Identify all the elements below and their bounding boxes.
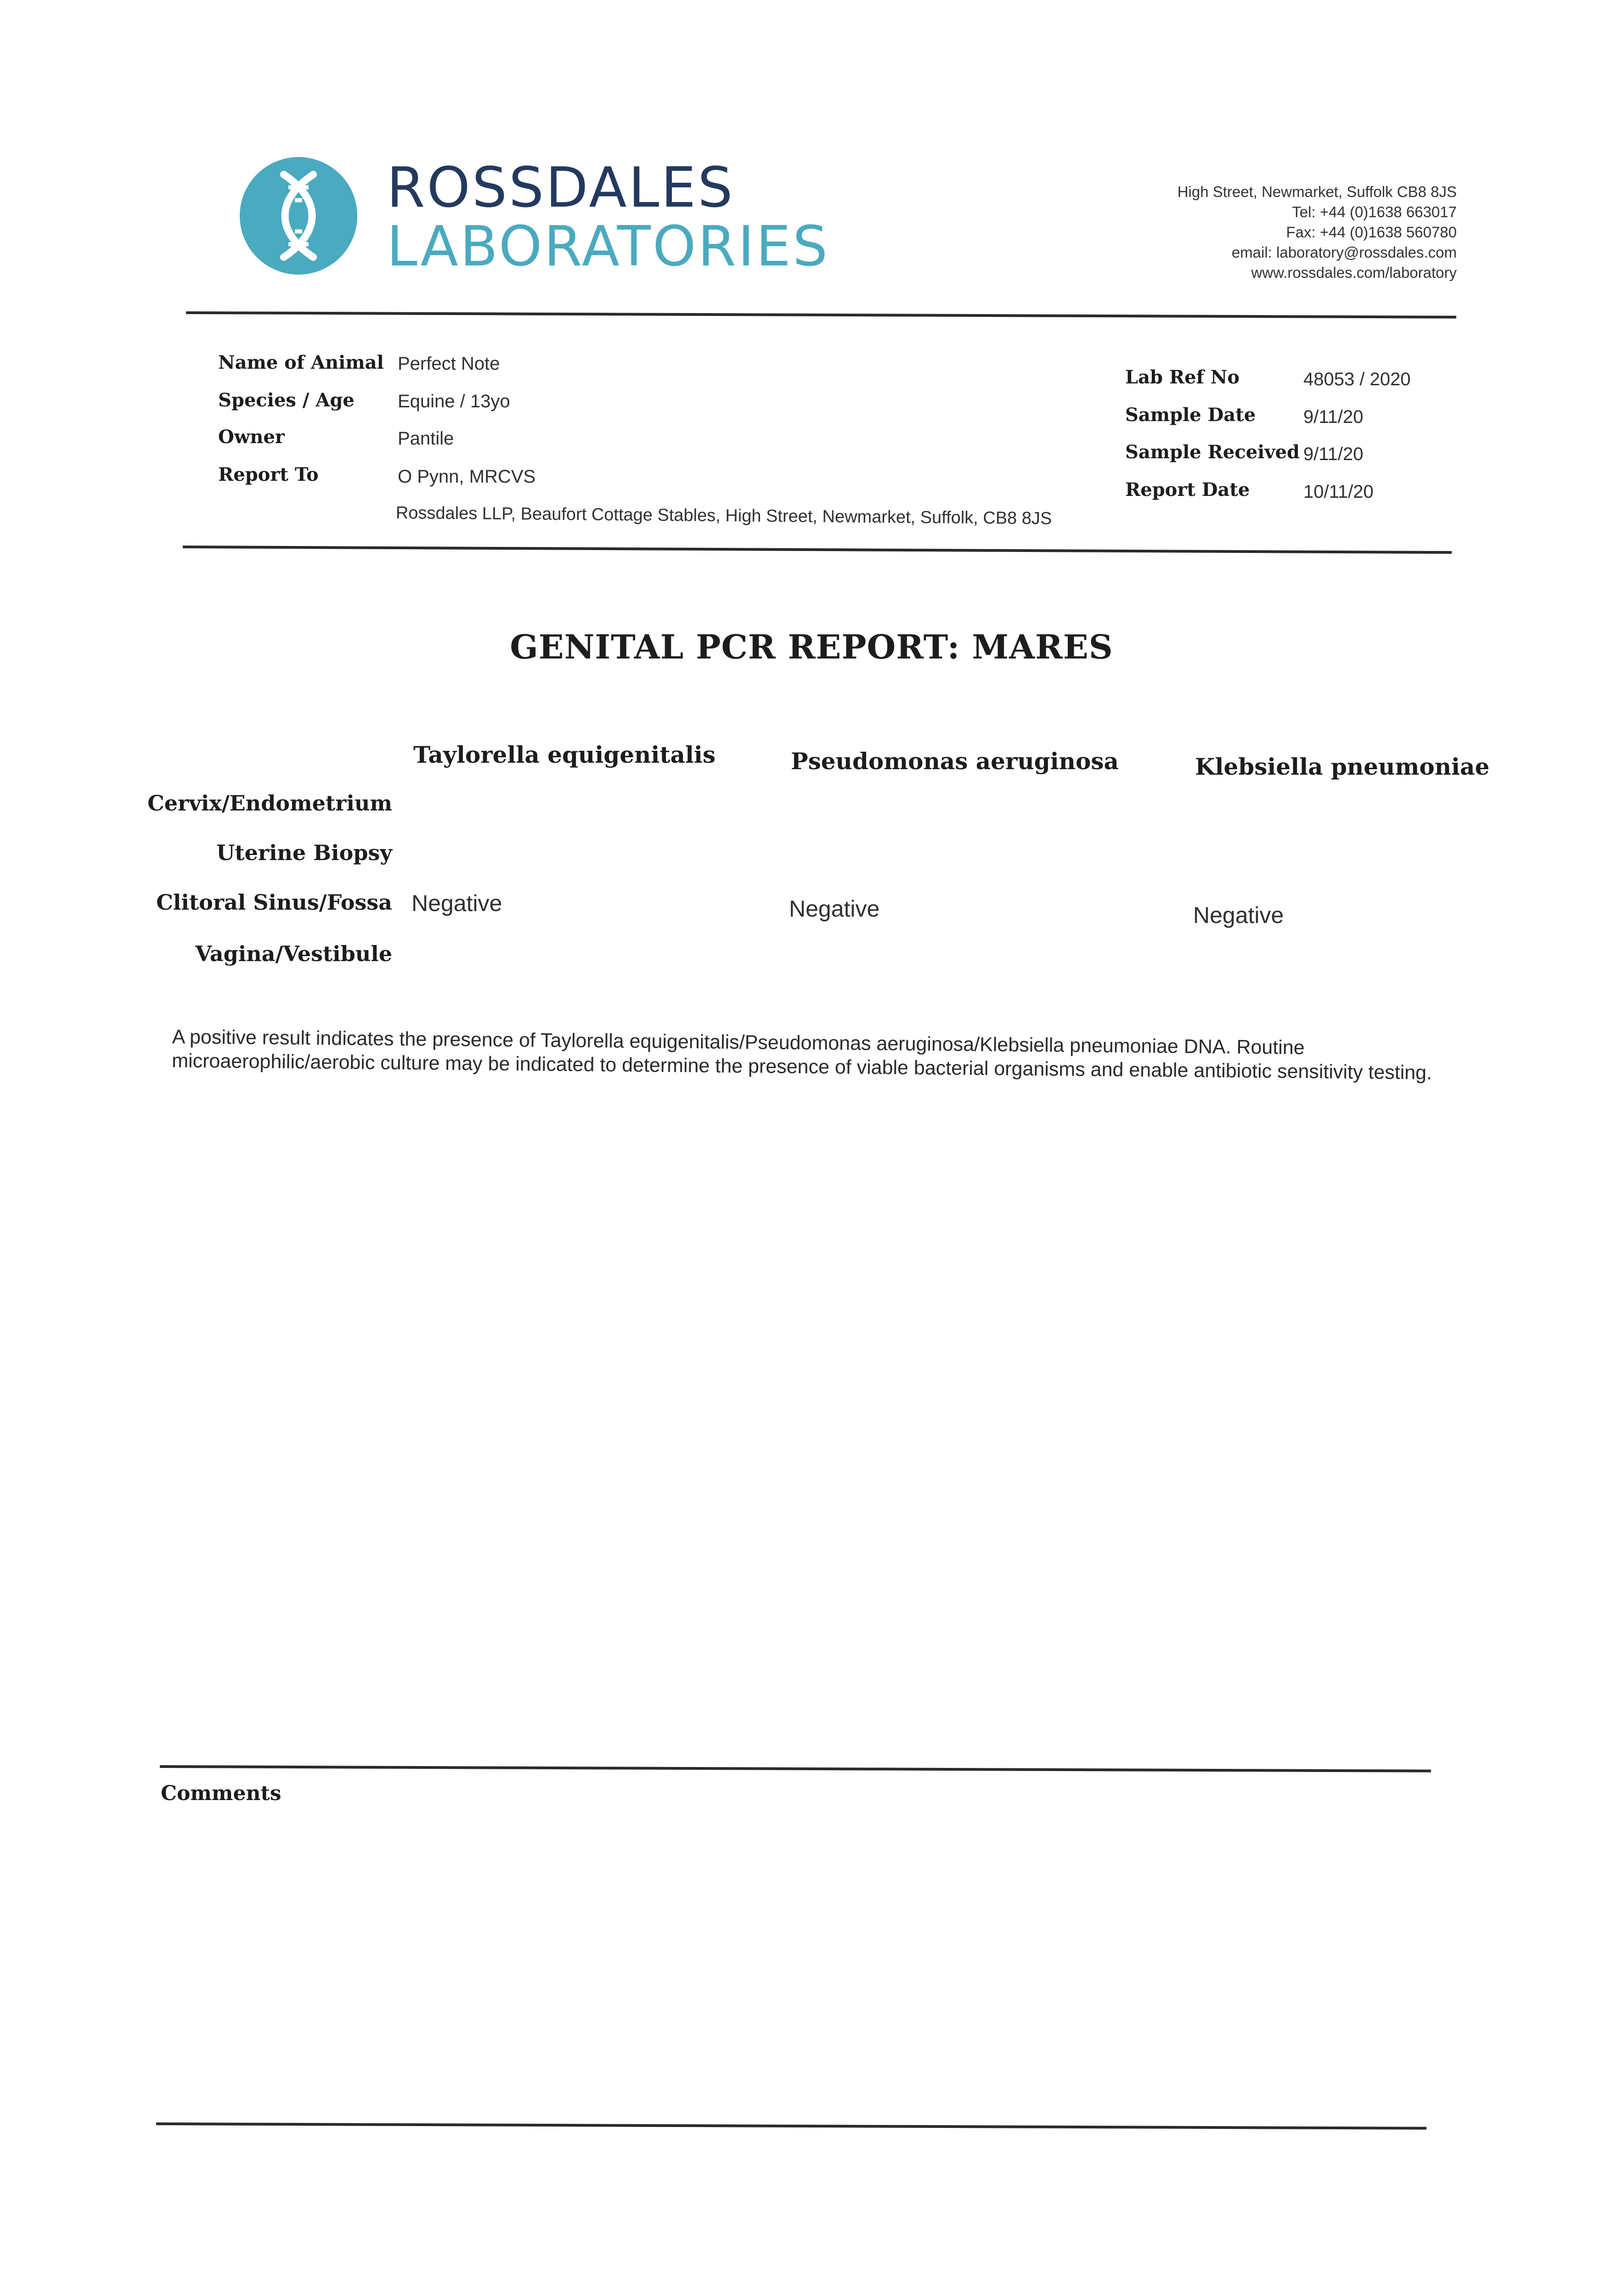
report-to-value: O Pynn, MRCVS: [398, 467, 536, 487]
footer-divider: [156, 2122, 1426, 2130]
row-vagina-vestibule: Vagina/Vestibule: [195, 941, 392, 966]
sample-received-label: Sample Received: [1125, 441, 1300, 463]
lab-ref-value: 48053 / 2020: [1303, 369, 1411, 389]
dna-helix-icon: [239, 156, 358, 276]
sample-date-value: 9/11/20: [1303, 407, 1364, 427]
result-pseudomonas: Negative: [789, 896, 880, 922]
brand-name-line2: LABORATORIES: [387, 215, 830, 279]
species-age-label: Species / Age: [218, 389, 355, 411]
sample-received-value: 9/11/20: [1303, 444, 1364, 464]
contact-web: www.rossdales.com/laboratory: [1251, 264, 1457, 281]
header-divider: [186, 311, 1456, 319]
interpretation-note: A positive result indicates the presence of Taylorella equigenitalis/Pseudomonas aeruginosa/Klebsiella pneumoniae DNA. Routine microaerophilic/aerobic culture may be indicated to determine the presence of viable bacterial organisms and enable antibiotic sensitivity testing.: [172, 1026, 1432, 1084]
owner-value: Pantile: [398, 428, 454, 449]
name-of-animal-label: Name of Animal: [218, 352, 384, 373]
column-taylorella: Taylorella equigenitalis: [413, 741, 716, 768]
column-klebsiella: Klebsiella pneumoniae: [1195, 753, 1490, 780]
contact-tel: Tel: +44 (0)1638 663017: [1292, 203, 1457, 220]
comments-label: Comments: [161, 1782, 282, 1805]
row-uterine-biopsy: Uterine Biopsy: [216, 840, 392, 865]
report-title: GENITAL PCR REPORT: MARES: [510, 627, 1113, 666]
report-to-address: Rossdales LLP, Beaufort Cottage Stables, High Street, Newmarket, Suffolk, CB8 8JS: [395, 503, 1052, 529]
report-date-label: Report Date: [1125, 479, 1250, 501]
report-date-value: 10/11/20: [1303, 482, 1374, 502]
lab-ref-label: Lab Ref No: [1125, 366, 1240, 388]
contact-address: High Street, Newmarket, Suffolk CB8 8JS: [1177, 183, 1457, 200]
result-taylorella: Negative: [411, 890, 502, 916]
row-clitoral-sinus-fossa: Clitoral Sinus/Fossa: [156, 890, 392, 915]
info-divider: [183, 546, 1452, 554]
species-age-value: Equine / 13yo: [398, 391, 510, 411]
brand-name-line1: ROSSDALES: [387, 156, 735, 220]
sample-date-label: Sample Date: [1125, 404, 1256, 426]
report-to-label: Report To: [218, 464, 319, 485]
row-cervix-endometrium: Cervix/Endometrium: [147, 791, 392, 816]
animal-name-value: Perfect Note: [398, 354, 500, 374]
column-pseudomonas: Pseudomonas aeruginosa: [791, 748, 1119, 775]
owner-label: Owner: [218, 426, 285, 448]
contact-fax: Fax: +44 (0)1638 560780: [1286, 224, 1457, 241]
contact-email: email: laboratory@rossdales.com: [1231, 244, 1457, 261]
result-klebsiella: Negative: [1193, 902, 1284, 928]
comments-divider: [160, 1765, 1431, 1773]
contact-block: [1178, 182, 1457, 283]
